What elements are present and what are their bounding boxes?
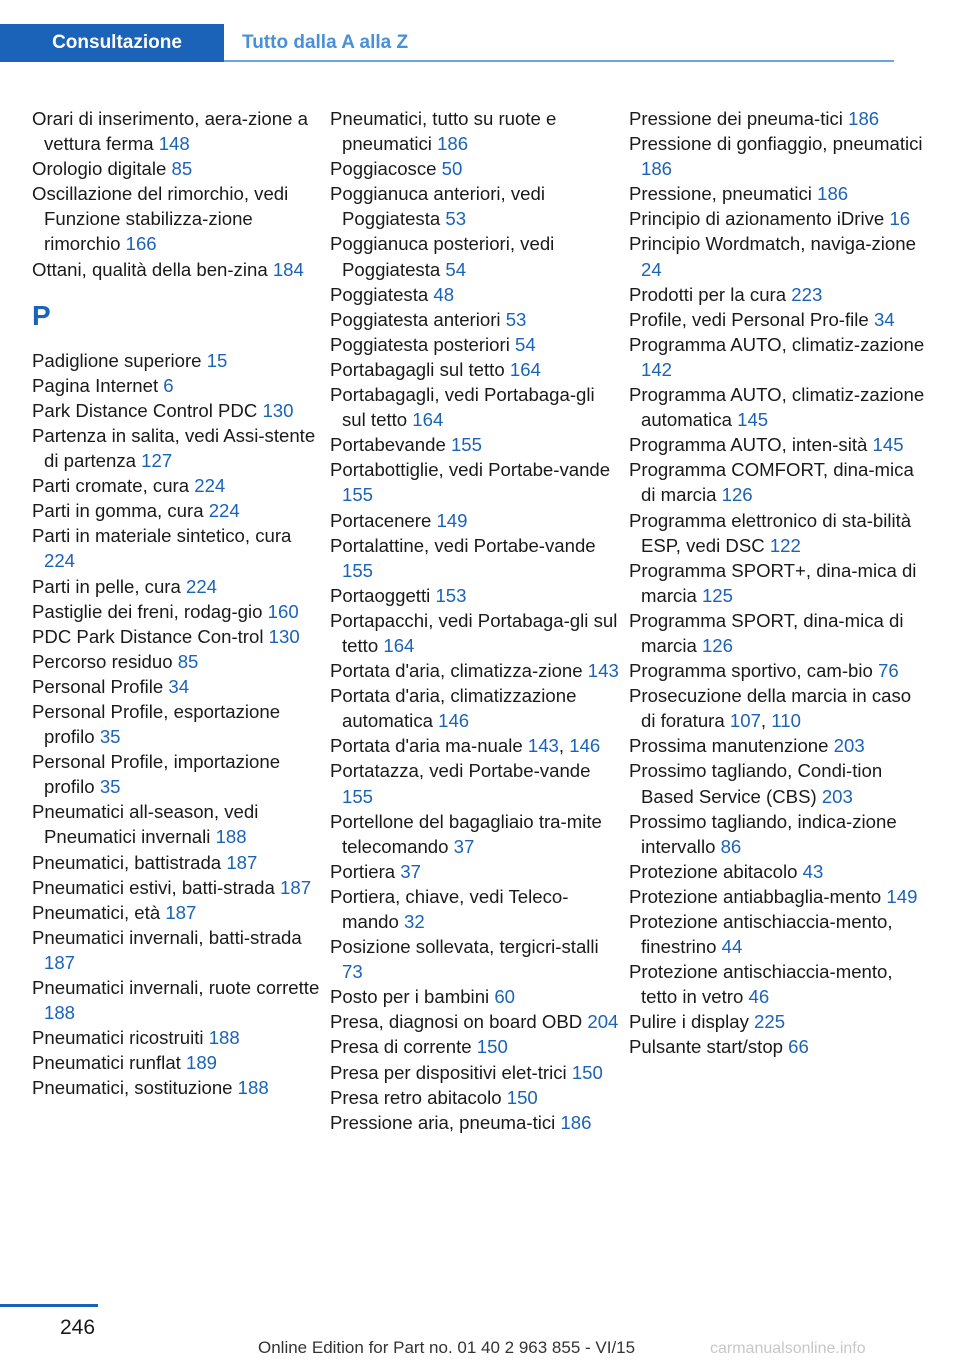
index-entry (330, 382, 620, 432)
index-entry-text: PDC Park Distance Con-trol (32, 625, 269, 647)
index-entry (32, 423, 322, 473)
page-link[interactable]: 150 (506, 1086, 538, 1108)
index-entry-text: Prossimo tagliando, Condi-tion Based Service (CBS) (629, 760, 883, 807)
index-entry (629, 508, 929, 558)
index-entry (330, 1085, 620, 1110)
page-link[interactable]: 224 (186, 575, 218, 597)
page-link[interactable]: 122 (769, 534, 801, 556)
index-entry (32, 875, 322, 900)
page-link[interactable]: 225 (754, 1011, 786, 1033)
tab-consultazione[interactable]: Consultazione (0, 24, 224, 62)
index-entry (629, 558, 929, 608)
index-entry-text: Portabottiglie, vedi Portabe-vande (330, 459, 611, 481)
index-entry-text: Pressione aria, pneuma-tici (330, 1111, 561, 1133)
index-entry (629, 307, 929, 332)
page-link[interactable]: 187 (226, 851, 258, 873)
index-entry (330, 1034, 620, 1059)
index-entry-text: Posizione sollevata, tergicri-stalli (330, 936, 599, 958)
index-entry-text: Pagina Internet (32, 374, 164, 396)
index-entry-text: Poggianuca anteriori, vedi Poggiatesta (330, 183, 545, 230)
index-entry (629, 206, 929, 231)
page-link[interactable]: 187 (44, 951, 76, 973)
page-link[interactable]: 125 (701, 584, 733, 606)
index-entry-text: Portalattine, vedi Portabe-vande (330, 534, 596, 556)
index-entry-text: Pressione di gonfiaggio, pneumatici (629, 133, 923, 155)
page-link[interactable]: 187 (165, 901, 197, 923)
index-entry (32, 106, 322, 156)
index-entry-text: Pneumatici estivi, batti-strada (32, 876, 281, 898)
index-entry-text: Portata d'aria, climatizza-zione (330, 660, 588, 682)
page-link[interactable]: 148 (158, 133, 190, 155)
index-entry (629, 131, 929, 181)
page-link[interactable]: 73 (342, 961, 363, 983)
index-entry-text: Personal Profile (32, 675, 169, 697)
watermark: carmanualsonline.info (710, 1340, 866, 1357)
index-entry (330, 884, 620, 934)
page-link[interactable]: 186 (560, 1111, 592, 1133)
index-column-1 (32, 106, 322, 1100)
page-link[interactable]: 145 (737, 409, 769, 431)
index-entry (330, 231, 620, 281)
page-link[interactable]: 126 (721, 484, 753, 506)
page-link[interactable]: 184 (272, 258, 304, 280)
page-link[interactable]: 186 (848, 108, 880, 129)
page-link[interactable]: 149 (436, 509, 468, 531)
index-entry-text: Partenza in salita, vedi Assi-stente di partenza (32, 424, 316, 472)
page-link[interactable]: 48 (433, 283, 455, 305)
index-entry (32, 574, 322, 599)
page-link[interactable]: 127 (141, 450, 173, 472)
index-entry-text: Programma AUTO, climatiz-zazione automatica (629, 384, 925, 431)
index-entry-text: Programma AUTO, inten-sità (629, 434, 873, 456)
page-link[interactable]: 186 (437, 133, 469, 155)
index-entry-text: Oscillazione del rimorchio, vedi Funzione stabilizza-zione rimorchio (32, 183, 289, 255)
index-entry-text: Poggiatesta posteriori (330, 333, 516, 355)
footer-divider (0, 1304, 98, 1307)
index-entry (330, 683, 620, 733)
page-link[interactable]: 53 (445, 208, 467, 230)
index-entry (629, 733, 929, 758)
page-link[interactable]: 54 (445, 258, 467, 280)
index-entry (330, 508, 620, 533)
index-entry-text: Prossimo tagliando, indica-zione intervallo (629, 810, 897, 857)
index-entry (629, 758, 929, 808)
index-entry (629, 432, 929, 457)
index-entry-text: Principio Wordmatch, naviga-zione (629, 233, 916, 255)
index-entry-text: Presa per dispositivi elet-trici (330, 1061, 572, 1083)
index-entry-text: Programma SPORT+, dina-mica di marcia (629, 559, 917, 606)
index-entry (330, 1060, 620, 1085)
index-entry (32, 900, 322, 925)
page-link[interactable]: 43 (802, 860, 824, 882)
index-entry-text: Prosecuzione della marcia in caso di foratura (629, 685, 912, 732)
index-column-2 (330, 106, 620, 1135)
page-link[interactable]: 223 (791, 283, 823, 305)
index-entry-text: Poggiatesta (330, 283, 434, 305)
page-link[interactable]: 187 (280, 876, 312, 898)
index-entry (629, 457, 929, 507)
index-entry (330, 282, 620, 307)
index-entry-text: Profile, vedi Personal Pro-file (629, 308, 874, 330)
index-entry-text: Pulsante start/stop (629, 1036, 789, 1058)
index-entry (629, 106, 929, 131)
page-link[interactable]: 224 (208, 500, 240, 522)
index-entry (330, 533, 620, 583)
page-link[interactable]: 130 (268, 625, 300, 647)
index-entry-text: Programma elettronico di sta-bilità ESP, vedi DSC (629, 509, 912, 556)
page-link[interactable]: 110 (771, 710, 801, 732)
tab-tutto-dalla-a-alla-z[interactable]: Tutto dalla A alla Z (242, 32, 409, 53)
index-entry-text: Poggianuca posteriori, vedi Poggiatesta (330, 233, 555, 280)
index-entry (32, 599, 322, 624)
page-link[interactable]: 155 (342, 559, 374, 581)
index-entry (330, 934, 620, 984)
index-entry-text: Park Distance Control PDC (32, 399, 263, 421)
index-entry-text: Pneumatici invernali, batti-strada (32, 926, 302, 948)
page-link[interactable]: 34 (168, 675, 190, 697)
index-entry (629, 382, 929, 432)
index-entry: Prosecuzione della marcia in caso di foratura 107, 110 (629, 685, 912, 732)
index-entry-text: Percorso residuo (32, 650, 178, 672)
index-entry (629, 282, 929, 307)
index-entry-text: Portabagagli sul tetto (330, 358, 510, 380)
index-entry-text: Parti in pelle, cura (32, 575, 186, 597)
index-entry-text: Pressione, pneumatici (629, 183, 818, 205)
page-link[interactable]: 150 (571, 1061, 603, 1083)
index-entry (330, 432, 620, 457)
header-divider (224, 60, 894, 62)
index-entry-text: Portiera (330, 860, 401, 882)
index-entry (330, 457, 620, 507)
index-entry-text: Posto per i bambini (330, 986, 495, 1008)
index-entry (330, 1009, 620, 1034)
page-link[interactable]: 189 (186, 1052, 218, 1074)
index-entry-text: Poggiacosce (330, 158, 442, 180)
page-link[interactable]: 188 (237, 1077, 269, 1099)
page-link[interactable]: 203 (821, 785, 853, 807)
index-entry-text: Pneumatici, battistrada (32, 851, 227, 873)
index-entry (330, 357, 620, 382)
page-link[interactable]: 166 (125, 233, 157, 255)
page-link[interactable]: 60 (494, 986, 516, 1008)
index-entry (32, 398, 322, 423)
index-entry (330, 984, 620, 1009)
page-link[interactable]: 35 (99, 776, 121, 798)
page-link[interactable]: 155 (450, 434, 482, 456)
page-link[interactable]: 145 (872, 434, 904, 456)
page-link[interactable]: 150 (476, 1036, 508, 1058)
page-link[interactable]: 146 (438, 710, 470, 732)
page-link[interactable]: 146 (569, 735, 601, 757)
page-link[interactable]: 186 (641, 158, 673, 180)
index-entry-text: Programma AUTO, climatiz-zazione (629, 333, 925, 355)
index-entry-text: Principio di azionamento iDrive (629, 208, 890, 230)
index-entry (330, 583, 620, 608)
index-entry (330, 608, 620, 658)
index-entry-text: Padiglione superiore (32, 349, 207, 371)
index-entry-text: Portabevande (330, 434, 451, 456)
page-link[interactable]: 164 (412, 409, 444, 431)
page-link[interactable]: 155 (342, 785, 374, 807)
index-entry-text: Pulire i display (629, 1011, 755, 1033)
page-link[interactable]: 54 (515, 333, 536, 355)
index-entry (629, 809, 929, 859)
page-link[interactable]: 86 (720, 835, 742, 857)
index-entry (629, 332, 929, 382)
page-link[interactable]: 50 (441, 158, 463, 180)
page-link[interactable]: 130 (262, 399, 294, 421)
page-link[interactable]: 85 (177, 650, 199, 672)
index-entry-text: Pneumatici invernali, ruote corrette (32, 977, 320, 998)
page-link[interactable]: 164 (509, 358, 541, 380)
index-entry (32, 975, 322, 1025)
page-link[interactable]: 204 (587, 1011, 619, 1033)
index-entry (330, 758, 620, 808)
page-link[interactable]: 107 (729, 710, 761, 732)
page-link[interactable]: 188 (208, 1027, 240, 1049)
index-entry-text: Pneumatici ricostruiti (32, 1027, 209, 1049)
index-entry-text: Pneumatici, tutto su ruote e pneumatici (330, 108, 557, 155)
page-link[interactable]: 37 (400, 860, 421, 882)
index-entry (629, 1009, 929, 1034)
page-link[interactable]: 15 (206, 349, 228, 371)
index-entry-text: Programma COMFORT, dina-mica di marcia (629, 459, 914, 506)
index-entry-text: Parti in gomma, cura (32, 500, 209, 522)
index-entry-text: Parti in materiale sintetico, cura (32, 525, 292, 547)
page-link[interactable]: 35 (99, 726, 121, 748)
index-entry (32, 257, 322, 282)
index-entry (330, 307, 620, 332)
page-link[interactable]: 85 (171, 158, 193, 180)
index-entry (629, 859, 929, 884)
index-entry-text: Personal Profile, esportazione profilo (32, 700, 281, 748)
page-link[interactable]: 66 (788, 1036, 809, 1058)
index-entry (32, 156, 322, 181)
index-entry (32, 649, 322, 674)
page-link[interactable]: 16 (889, 208, 911, 230)
index-entry (629, 909, 929, 959)
index-entry (32, 925, 322, 975)
index-entry-text: Presa retro abitacolo (330, 1086, 507, 1108)
page-link[interactable]: 24 (641, 258, 662, 280)
index-entry (32, 1050, 322, 1075)
edition-text: Online Edition for Part no. 01 40 2 963 855 - VI/15 (258, 1338, 636, 1357)
page-link[interactable]: 6 (163, 374, 174, 396)
index-entry (32, 348, 322, 373)
index-entry-text: Portatazza, vedi Portabe-vande (330, 760, 591, 782)
index-entry (32, 498, 322, 523)
page-link[interactable]: 142 (641, 358, 673, 380)
index-entry-text: Protezione antischiaccia-mento, finestrino (629, 911, 893, 958)
index-entry-text: Portapacchi, vedi Portabaga-gli sul tetto (330, 609, 618, 656)
index-entry (330, 859, 620, 884)
index-entry-text: Pressione dei pneuma-tici (629, 108, 849, 129)
index-entry (330, 658, 620, 683)
index-entry-text: Pneumatici, età (32, 901, 166, 923)
index-entry (32, 674, 322, 699)
page-link[interactable]: 44 (721, 936, 743, 958)
page-link[interactable]: 143 (527, 735, 559, 757)
page-header (0, 0, 960, 62)
page-link[interactable]: 32 (404, 911, 425, 932)
index-entry (32, 1025, 322, 1050)
index-entry (32, 373, 322, 398)
page-link[interactable]: 37 (453, 835, 475, 857)
index-entry-text: Poggiatesta anteriori (330, 308, 506, 330)
index-entry-text: Protezione abitacolo (629, 860, 803, 882)
index-entry-text: Prodotti per la cura (629, 283, 792, 305)
page-link[interactable]: 224 (194, 475, 226, 497)
page-link[interactable]: 186 (817, 183, 849, 205)
index-entry-text: Portiera, chiave, vedi Teleco-mando (330, 885, 569, 932)
page-link[interactable]: 34 (873, 308, 895, 330)
page-link[interactable]: 155 (342, 484, 374, 506)
index-entry (32, 473, 322, 498)
index-entry (629, 1034, 929, 1059)
index-entry (330, 106, 620, 156)
index-entry-text: Portata d'aria ma-nuale (330, 735, 528, 757)
index-entry (330, 332, 620, 357)
index-entry (32, 749, 322, 799)
index-entry (32, 523, 322, 573)
index-entry-text: Parti cromate, cura (32, 475, 195, 497)
index-entry-text: Presa di corrente (330, 1036, 477, 1058)
index-entry (330, 809, 620, 859)
page-link[interactable]: 46 (748, 986, 770, 1008)
page-link[interactable]: 188 (44, 1002, 76, 1024)
page-link[interactable]: 53 (505, 308, 527, 330)
index-entry-text: Protezione antiabbaglia-mento (629, 885, 887, 907)
index-entry-text: Programma sportivo, cam-bio (629, 660, 879, 682)
index-entry-text: Pneumatici runflat (32, 1052, 186, 1074)
index-entry-text: Pneumatici all-season, vedi Pneumatici invernali (32, 801, 259, 848)
index-entry (629, 959, 929, 1009)
index-entry (629, 608, 929, 658)
page-link[interactable]: 126 (701, 634, 733, 656)
index-entry-text: Ottani, qualità della ben-zina (32, 258, 273, 280)
index-entry-text: Presa, diagnosi on board OBD (330, 1011, 588, 1033)
index-entry: Portata d'aria ma-nuale 143, 146 (330, 735, 601, 757)
index-entry-text: Prossima manutenzione (629, 735, 834, 757)
index-entry-text: Portaoggetti (330, 584, 436, 606)
page-link[interactable]: 76 (878, 660, 899, 682)
index-entry (32, 181, 322, 256)
index-entry (330, 181, 620, 231)
index-entry (32, 624, 322, 649)
page-link[interactable]: 153 (435, 584, 467, 606)
page-link[interactable]: 149 (886, 885, 918, 907)
index-entry (32, 1075, 322, 1100)
index-entry-text: Portata d'aria, climatizzazione automatica (330, 685, 577, 732)
index-entry (32, 850, 322, 875)
page-number: 246 (60, 1316, 96, 1339)
index-entry-text: Pneumatici, sostituzione (32, 1077, 238, 1099)
index-entry (330, 156, 620, 181)
index-entry (32, 699, 322, 749)
index-entry-text: Portacenere (330, 509, 437, 531)
index-entry (32, 799, 322, 849)
section-letter: P (32, 299, 51, 331)
index-entry (629, 884, 929, 909)
page-link[interactable]: 160 (267, 600, 299, 622)
index-entry-text: Personal Profile, importazione profilo (32, 751, 281, 798)
index-entry-text: Orari di inserimento, aera-zione a vettura ferma (32, 108, 308, 155)
index-entry-text: Orologio digitale (32, 158, 172, 180)
index-entry-text: Portellone del bagagliaio tra-mite telecomando (330, 810, 602, 857)
page-link[interactable]: 224 (44, 550, 76, 572)
page-link[interactable]: 203 (833, 735, 865, 757)
page-link[interactable]: 188 (215, 826, 247, 848)
index-entry-text: Pastiglie dei freni, rodag-gio (32, 600, 268, 622)
index-entry (330, 1110, 620, 1135)
index-entry-text: Programma SPORT, dina-mica di marcia (629, 609, 904, 656)
index-entry-text: Portabagagli, vedi Portabaga-gli sul tetto (330, 384, 595, 431)
index-entry (629, 658, 929, 683)
index-entry-text: Protezione antischiaccia-mento, tetto in vetro (629, 961, 893, 1008)
page-link[interactable]: 164 (383, 634, 415, 656)
index-entry (629, 181, 929, 206)
page-link[interactable]: 143 (587, 660, 619, 682)
index-entry (629, 231, 929, 281)
index-column-3 (629, 106, 929, 1060)
